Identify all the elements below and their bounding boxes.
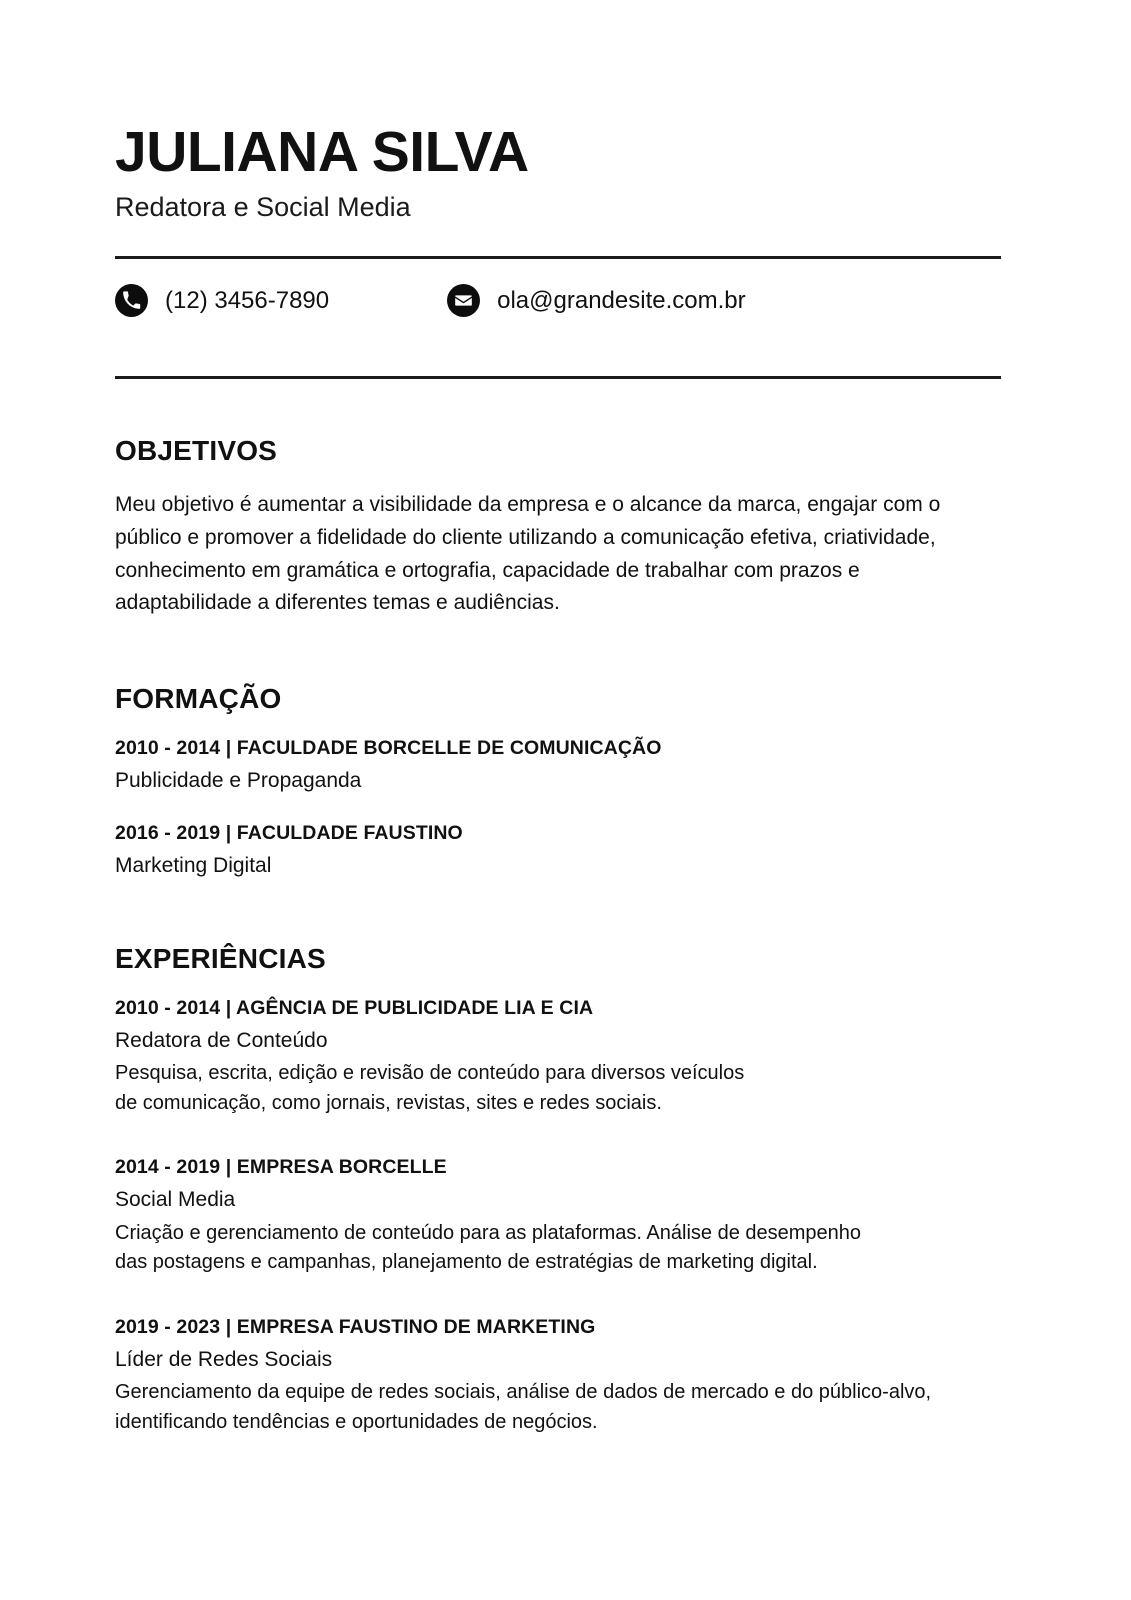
email-address-text: ola@grandesite.com.br — [497, 286, 746, 314]
experience-entry-description — [115, 1059, 1000, 1118]
phone-icon — [115, 284, 148, 317]
education-entry-title: 2016 - 2019 | FACULDADE FAUSTINO — [115, 821, 463, 844]
experience-entry-title: 2019 - 2023 | EMPRESA FAUSTINO DE MARKETING — [115, 1315, 596, 1338]
contact-email[interactable] — [447, 284, 745, 317]
section-formacao — [115, 620, 1000, 880]
education-entry-subtitle: Publicidade e Propaganda — [115, 769, 362, 793]
education-entry — [115, 822, 1000, 880]
experience-description-line: de comunicação, como jornais, revistas, sites e redes sociais. — [115, 1091, 662, 1114]
education-entry-subtitle: Marketing Digital — [115, 853, 272, 877]
experience-entry — [115, 1316, 1000, 1438]
experience-list — [115, 997, 1000, 1438]
section-objetivos — [115, 379, 1000, 620]
job-role-subtitle: Redatora e Social Media — [115, 191, 411, 222]
experience-entry-description — [115, 1378, 1000, 1437]
section-heading-experiencias: EXPERIÊNCIAS — [115, 942, 326, 974]
experience-entry-subtitle: Líder de Redes Sociais — [115, 1347, 333, 1371]
experience-entry-subtitle: Redatora de Conteúdo — [115, 1028, 328, 1052]
section-experiencias — [115, 880, 1000, 1438]
experience-entry-description — [115, 1219, 1000, 1278]
phone-number-text: (12) 3456-7890 — [165, 286, 330, 314]
experience-entry-title: 2010 - 2014 | AGÊNCIA DE PUBLICIDADE LIA E CIA — [115, 996, 594, 1019]
experience-description-line: Criação e gerenciamento de conteúdo para as plataformas. Análise de desempenho — [115, 1221, 862, 1244]
objetivos-paragraph: Meu objetivo é aumentar a visibilidade da empresa e o alcance da marca, engajar com o público e promover a fidelidade do cliente utilizando a comunicação efetiva, criatividade, conhecimento em gramática e ortografia, capacidade de trabalhar com prazos e adaptabilidade a diferentes temas e audiências. — [115, 493, 941, 615]
page-title: JULIANA SILVA — [115, 120, 529, 184]
experience-entry-subtitle: Social Media — [115, 1188, 236, 1212]
education-entry-title: 2010 - 2014 | FACULDADE BORCELLE DE COMUNICAÇÃO — [115, 737, 662, 760]
resume-header — [115, 0, 1000, 223]
experience-entry — [115, 997, 1000, 1119]
experience-entry-title: 2014 - 2019 | EMPRESA BORCELLE — [115, 1156, 447, 1179]
section-heading-formacao: FORMAÇÃO — [115, 683, 282, 715]
experience-description-line: das postagens e campanhas, planejamento de estratégias de marketing digital. — [115, 1251, 818, 1274]
experience-description-line: identificando tendências e oportunidades de negócios. — [115, 1410, 598, 1433]
envelope-icon — [447, 284, 480, 317]
experience-description-line: Pesquisa, escrita, edição e revisão de conteúdo para diversos veículos — [115, 1062, 745, 1085]
experience-entry — [115, 1156, 1000, 1278]
experience-description-line: Gerenciamento da equipe de redes sociais, análise de dados de mercado e do público-alvo, — [115, 1381, 932, 1404]
education-list — [115, 737, 1000, 880]
education-entry — [115, 737, 1000, 795]
contact-row — [115, 259, 1000, 342]
contact-phone[interactable] — [115, 284, 329, 317]
section-heading-objetivos: OBJETIVOS — [115, 435, 278, 467]
